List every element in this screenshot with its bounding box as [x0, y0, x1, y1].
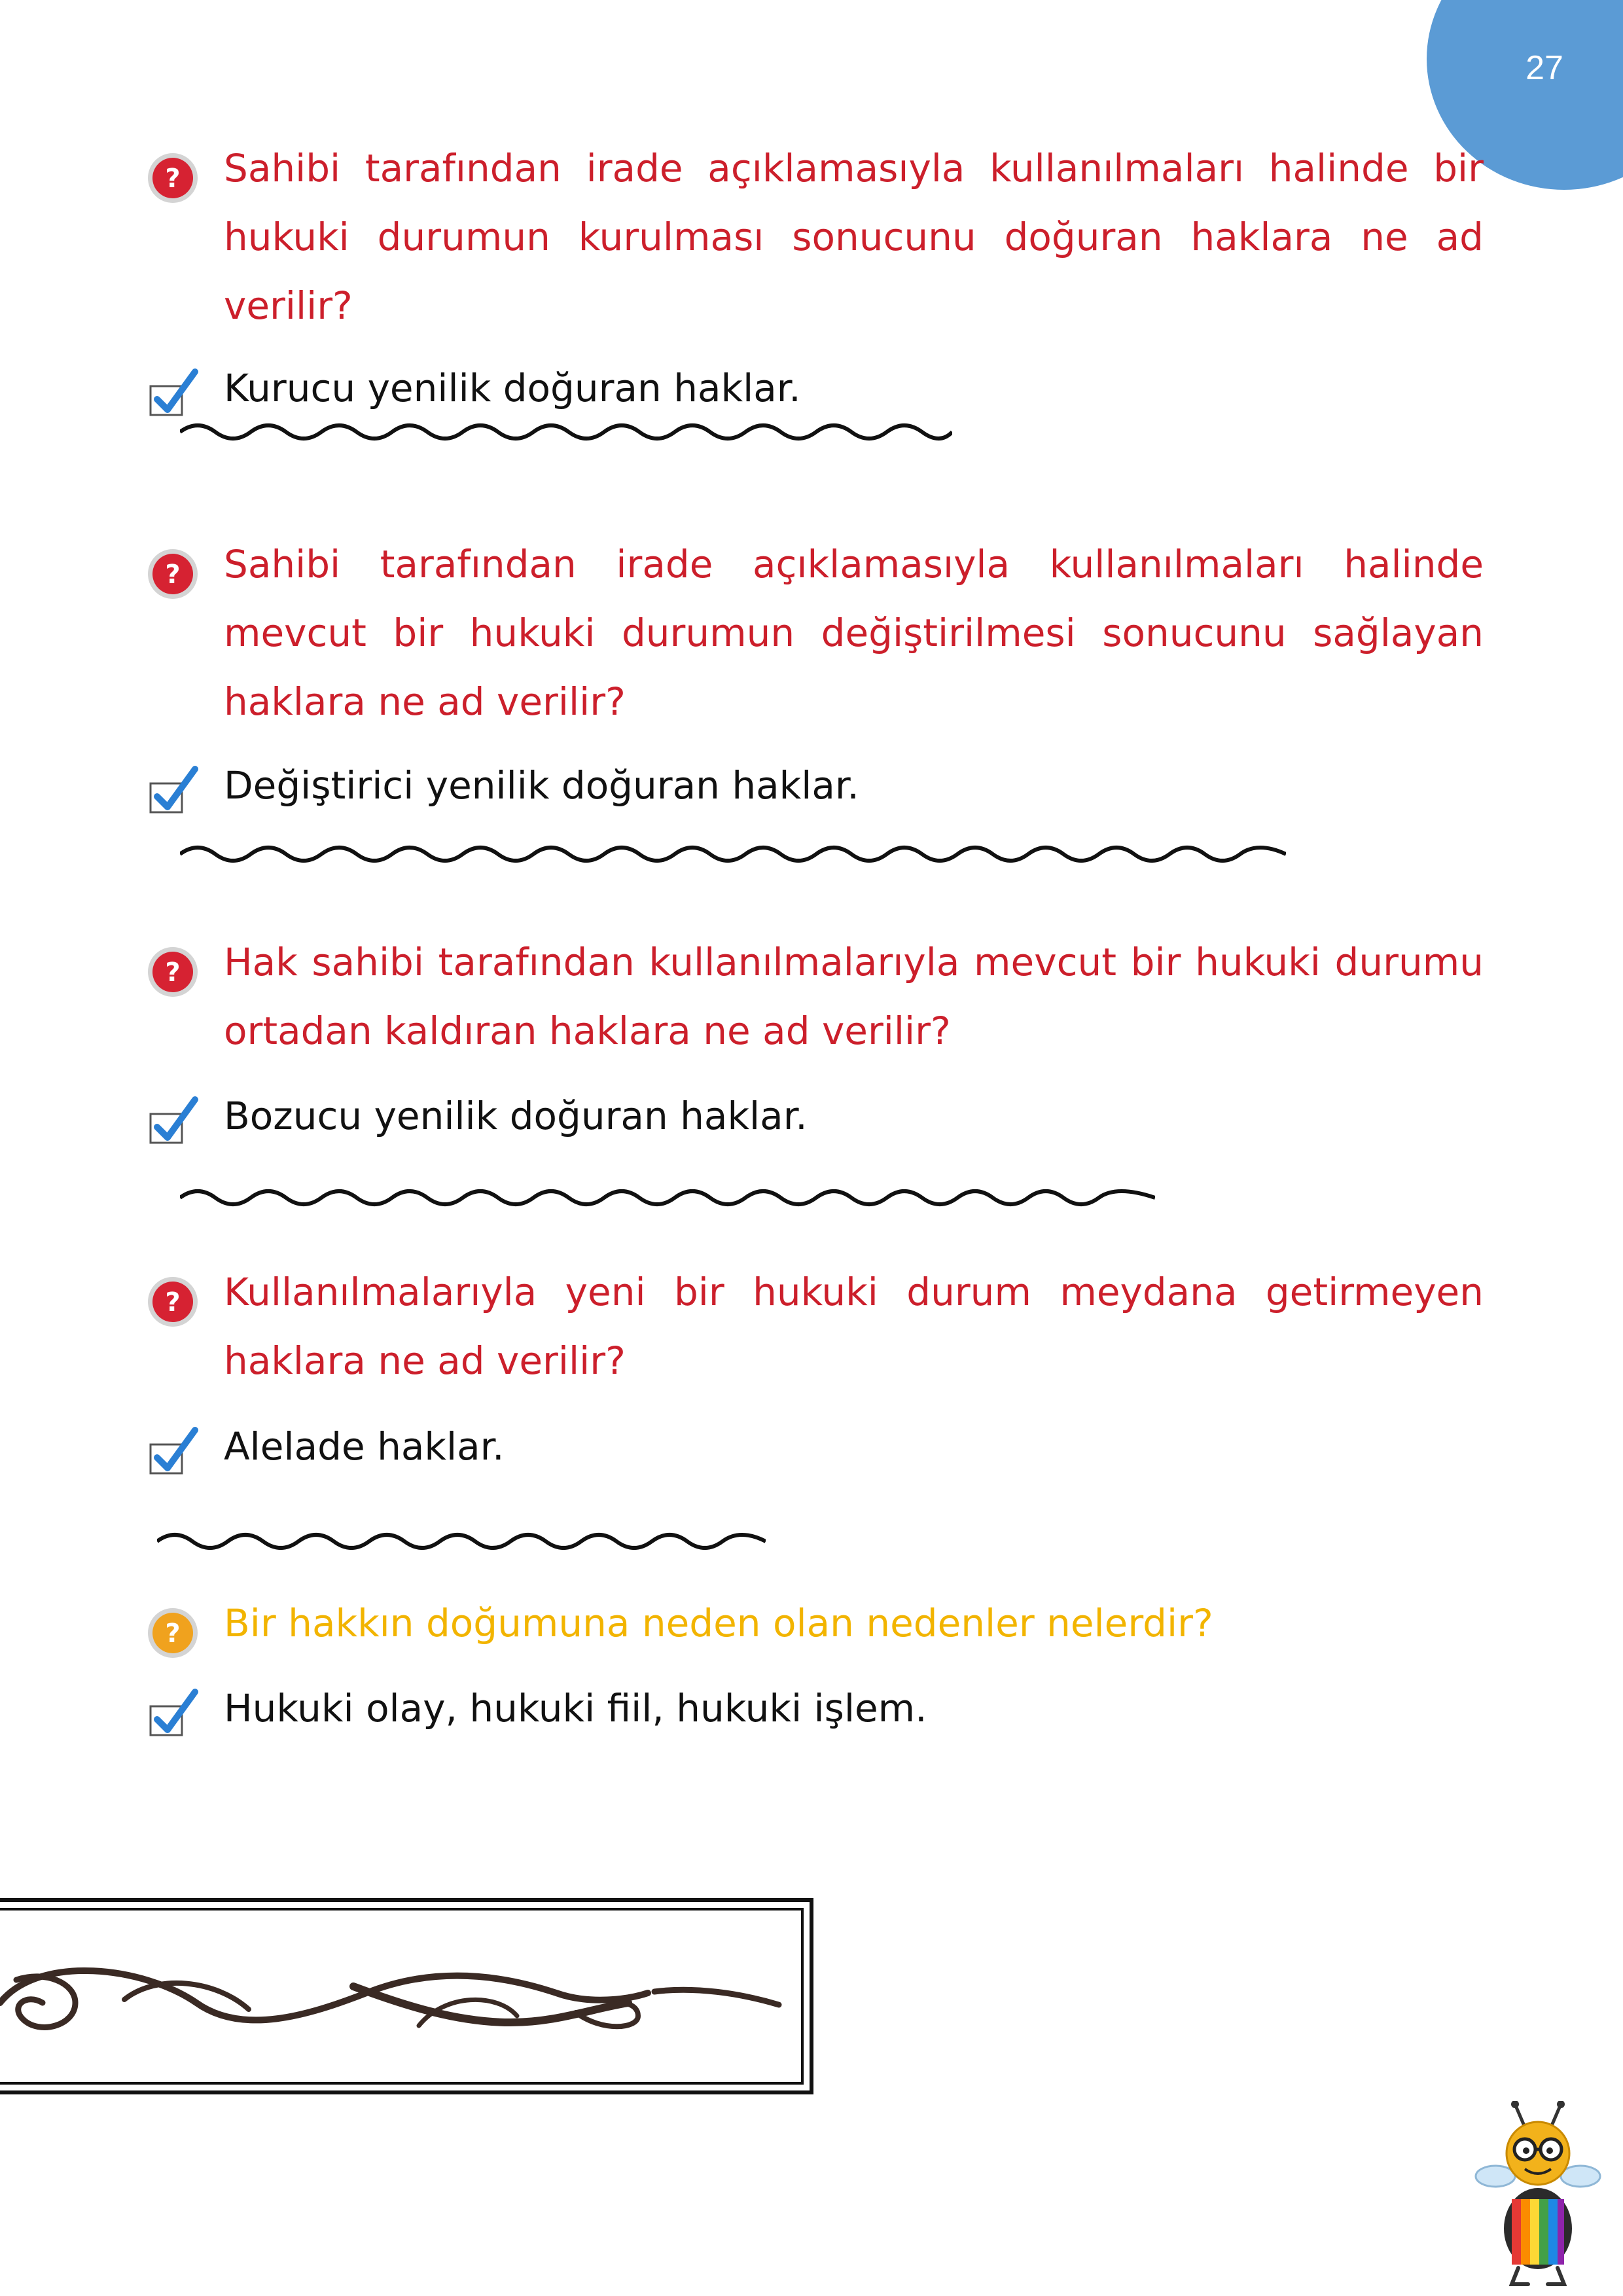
svg-text:?: ? [165, 1287, 181, 1318]
question-mark-icon [145, 547, 200, 601]
checkmark-icon [145, 1425, 200, 1480]
question-mark-icon [145, 944, 200, 999]
question-text: Bir hakkın doğumuna neden olan nedenler nelerdir? [224, 1601, 1213, 1645]
answer-text: Bozucu yenilik doğuran haklar. [224, 1094, 808, 1138]
answer-text: Hukuki olay, hukuki fiil, hukuki işlem. [224, 1686, 927, 1731]
question-mark-icon [145, 1605, 200, 1660]
answer-text: Değiştirici yenilik doğuran haklar. [224, 763, 859, 808]
question-mark-icon [145, 1274, 200, 1329]
bee-mascot [1472, 2101, 1603, 2291]
page-number: 27 [1525, 49, 1563, 87]
question-text: Kullanılmalarıyla yeni bir hukuki durum meydana getirmeyen haklara ne ad verilir? [224, 1270, 1484, 1383]
wavy-divider [180, 419, 952, 445]
question-mark-icon [145, 151, 200, 206]
checkmark-icon [145, 367, 200, 422]
question-text: Hak sahibi tarafından kullanılmalarıyla mevcut bir hukuki durumu ortadan kaldıran haklara ne ad verilir? [224, 940, 1484, 1053]
ornamental-frame [0, 1895, 815, 2098]
answer-text: Alelade haklar. [224, 1424, 505, 1469]
checkmark-icon [145, 1687, 200, 1742]
answer-text: Kurucu yenilik doğuran haklar. [224, 366, 801, 410]
svg-text:?: ? [165, 164, 181, 194]
checkmark-icon [145, 1094, 200, 1149]
svg-text:?: ? [165, 560, 181, 590]
wavy-divider [180, 1185, 1155, 1211]
question-text: Sahibi tarafından irade açıklamasıyla kullanılmaları halinde mevcut bir hukuki durumun değiştirilmesi sonucunu sağlayan haklara ne ad verilir? [224, 542, 1484, 724]
question-text: Sahibi tarafından irade açıklamasıyla kullanılmaları halinde bir hukuki durumun kurulması sonucunu doğuran haklara ne ad verilir? [224, 146, 1484, 328]
wavy-divider [157, 1528, 766, 1554]
svg-text:?: ? [165, 1619, 181, 1649]
wavy-divider [180, 841, 1286, 867]
svg-text:?: ? [165, 958, 181, 988]
checkmark-icon [145, 764, 200, 819]
